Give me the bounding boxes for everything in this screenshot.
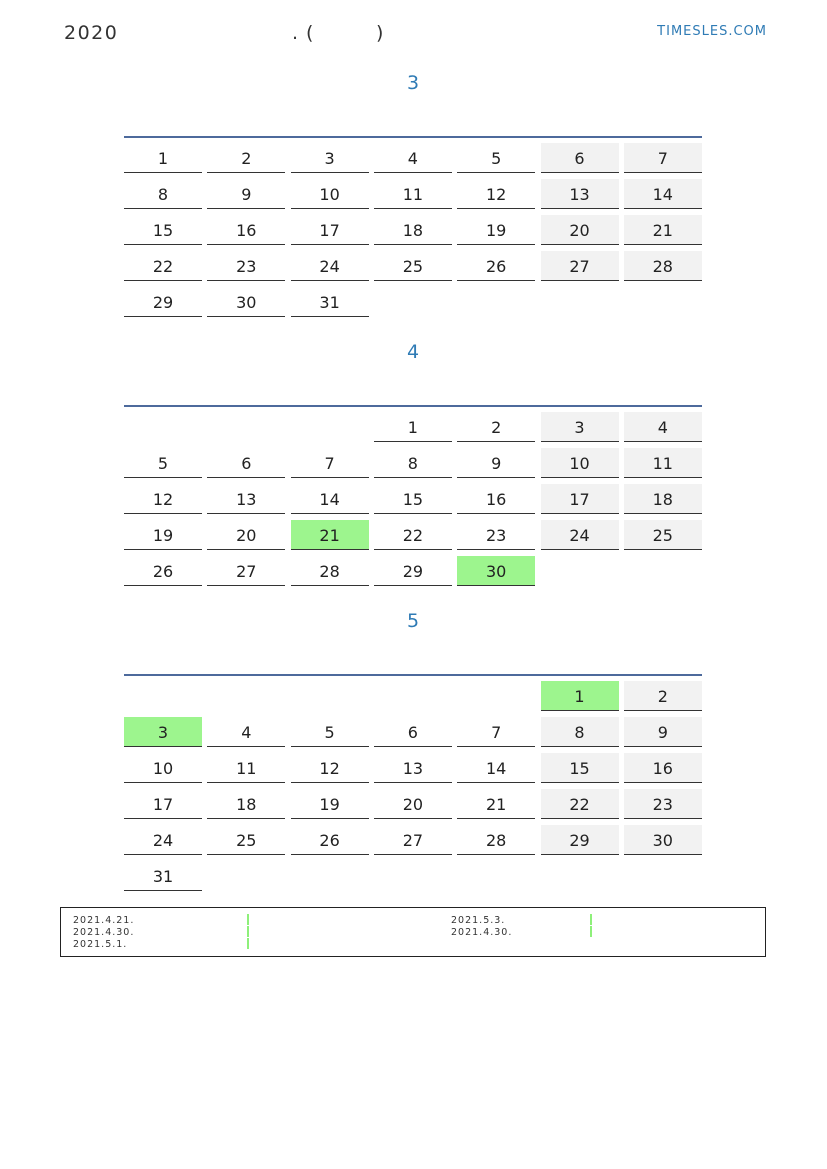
day-cell[interactable]: 27 bbox=[541, 251, 619, 281]
month-title: 3 bbox=[406, 72, 420, 94]
day-cell[interactable]: 25 bbox=[207, 825, 285, 855]
legend-marker bbox=[247, 914, 249, 925]
day-cell[interactable]: 24 bbox=[291, 251, 369, 281]
day-cell[interactable]: 15 bbox=[541, 753, 619, 783]
day-cell[interactable]: 11 bbox=[207, 753, 285, 783]
day-cell[interactable]: 18 bbox=[374, 215, 452, 245]
day-cell[interactable]: 12 bbox=[457, 179, 535, 209]
legend-item: 2021.5.3. bbox=[451, 915, 506, 926]
month-rule bbox=[124, 674, 702, 676]
day-cell[interactable]: 30 bbox=[207, 287, 285, 317]
day-cell[interactable]: 10 bbox=[541, 448, 619, 478]
month-rule bbox=[124, 405, 702, 407]
day-cell[interactable]: 20 bbox=[374, 789, 452, 819]
day-cell[interactable]: 1 bbox=[124, 143, 202, 173]
legend-marker bbox=[247, 938, 249, 949]
day-cell[interactable]: 16 bbox=[457, 484, 535, 514]
day-cell[interactable]: 7 bbox=[624, 143, 702, 173]
day-cell[interactable]: 30 bbox=[457, 556, 535, 586]
month-title: 4 bbox=[406, 341, 420, 363]
day-cell[interactable]: 29 bbox=[541, 825, 619, 855]
day-cell[interactable]: 1 bbox=[541, 681, 619, 711]
year-label: 2020 bbox=[64, 22, 119, 44]
day-cell[interactable]: 4 bbox=[624, 412, 702, 442]
day-cell[interactable]: 21 bbox=[291, 520, 369, 550]
day-cell[interactable]: 8 bbox=[374, 448, 452, 478]
day-cell[interactable]: 18 bbox=[624, 484, 702, 514]
day-cell[interactable]: 21 bbox=[457, 789, 535, 819]
day-cell[interactable]: 11 bbox=[374, 179, 452, 209]
day-cell[interactable]: 13 bbox=[207, 484, 285, 514]
day-cell[interactable]: 16 bbox=[207, 215, 285, 245]
day-cell[interactable]: 13 bbox=[374, 753, 452, 783]
day-cell[interactable]: 22 bbox=[374, 520, 452, 550]
day-cell[interactable]: 23 bbox=[457, 520, 535, 550]
page-header bbox=[64, 22, 385, 44]
day-cell[interactable]: 23 bbox=[207, 251, 285, 281]
day-cell[interactable]: 17 bbox=[541, 484, 619, 514]
day-cell[interactable]: 17 bbox=[124, 789, 202, 819]
day-cell[interactable]: 14 bbox=[624, 179, 702, 209]
day-cell[interactable]: 13 bbox=[541, 179, 619, 209]
day-cell[interactable]: 18 bbox=[207, 789, 285, 819]
day-cell[interactable]: 14 bbox=[457, 753, 535, 783]
day-cell[interactable]: 19 bbox=[457, 215, 535, 245]
day-cell[interactable]: 14 bbox=[291, 484, 369, 514]
day-cell[interactable]: 21 bbox=[624, 215, 702, 245]
day-cell[interactable]: 7 bbox=[457, 717, 535, 747]
day-cell[interactable]: 9 bbox=[207, 179, 285, 209]
header-open-paren: ( bbox=[306, 22, 315, 44]
day-cell[interactable]: 9 bbox=[624, 717, 702, 747]
day-cell[interactable]: 8 bbox=[541, 717, 619, 747]
day-cell[interactable]: 12 bbox=[124, 484, 202, 514]
legend-item: 2021.4.30. bbox=[451, 927, 513, 938]
day-cell[interactable]: 7 bbox=[291, 448, 369, 478]
day-cell[interactable]: 9 bbox=[457, 448, 535, 478]
day-cell[interactable]: 15 bbox=[374, 484, 452, 514]
legend-marker bbox=[247, 926, 249, 937]
day-cell[interactable]: 26 bbox=[124, 556, 202, 586]
day-cell[interactable]: 3 bbox=[541, 412, 619, 442]
day-cell[interactable]: 12 bbox=[291, 753, 369, 783]
day-cell[interactable]: 31 bbox=[291, 287, 369, 317]
day-cell[interactable]: 17 bbox=[291, 215, 369, 245]
day-cell[interactable]: 11 bbox=[624, 448, 702, 478]
day-cell[interactable]: 22 bbox=[541, 789, 619, 819]
day-cell[interactable]: 10 bbox=[291, 179, 369, 209]
day-cell[interactable]: 5 bbox=[291, 717, 369, 747]
legend-item: 2021.4.30. bbox=[73, 927, 135, 938]
day-cell[interactable]: 3 bbox=[291, 143, 369, 173]
day-cell[interactable]: 4 bbox=[207, 717, 285, 747]
holiday-legend bbox=[60, 907, 766, 957]
day-cell[interactable]: 15 bbox=[124, 215, 202, 245]
day-cell[interactable]: 28 bbox=[624, 251, 702, 281]
day-cell[interactable]: 20 bbox=[541, 215, 619, 245]
day-cell[interactable]: 22 bbox=[124, 251, 202, 281]
day-cell[interactable]: 16 bbox=[624, 753, 702, 783]
day-cell[interactable]: 2 bbox=[624, 681, 702, 711]
day-cell[interactable]: 8 bbox=[124, 179, 202, 209]
day-cell[interactable]: 29 bbox=[374, 556, 452, 586]
day-cell[interactable]: 19 bbox=[124, 520, 202, 550]
legend-item: 2021.5.1. bbox=[73, 939, 128, 950]
day-cell[interactable]: 31 bbox=[124, 861, 202, 891]
day-cell[interactable]: 19 bbox=[291, 789, 369, 819]
day-cell[interactable]: 5 bbox=[457, 143, 535, 173]
day-cell[interactable]: 6 bbox=[541, 143, 619, 173]
day-cell[interactable]: 28 bbox=[457, 825, 535, 855]
header-close-paren: ) bbox=[376, 22, 385, 44]
day-cell[interactable]: 3 bbox=[124, 717, 202, 747]
day-cell[interactable]: 4 bbox=[374, 143, 452, 173]
day-cell[interactable]: 10 bbox=[124, 753, 202, 783]
day-cell[interactable]: 25 bbox=[374, 251, 452, 281]
month-title: 5 bbox=[406, 610, 420, 632]
day-cell[interactable]: 26 bbox=[457, 251, 535, 281]
day-cell[interactable]: 27 bbox=[207, 556, 285, 586]
month-rule bbox=[124, 136, 702, 138]
day-cell[interactable]: 2 bbox=[207, 143, 285, 173]
day-cell[interactable]: 6 bbox=[207, 448, 285, 478]
header-dot: . bbox=[292, 22, 300, 44]
legend-marker bbox=[590, 914, 592, 925]
day-cell[interactable]: 6 bbox=[374, 717, 452, 747]
day-cell[interactable]: 20 bbox=[207, 520, 285, 550]
day-cell[interactable]: 23 bbox=[624, 789, 702, 819]
brand-link[interactable]: TIMESLES.COM bbox=[657, 24, 767, 39]
day-cell[interactable]: 27 bbox=[374, 825, 452, 855]
legend-item: 2021.4.21. bbox=[73, 915, 135, 926]
day-cell[interactable]: 24 bbox=[541, 520, 619, 550]
day-cell[interactable]: 28 bbox=[291, 556, 369, 586]
day-cell[interactable]: 5 bbox=[124, 448, 202, 478]
day-cell[interactable]: 26 bbox=[291, 825, 369, 855]
day-cell[interactable]: 1 bbox=[374, 412, 452, 442]
day-cell[interactable]: 29 bbox=[124, 287, 202, 317]
legend-marker bbox=[590, 926, 592, 937]
day-cell[interactable]: 24 bbox=[124, 825, 202, 855]
day-cell[interactable]: 30 bbox=[624, 825, 702, 855]
day-cell[interactable]: 2 bbox=[457, 412, 535, 442]
day-cell[interactable]: 25 bbox=[624, 520, 702, 550]
